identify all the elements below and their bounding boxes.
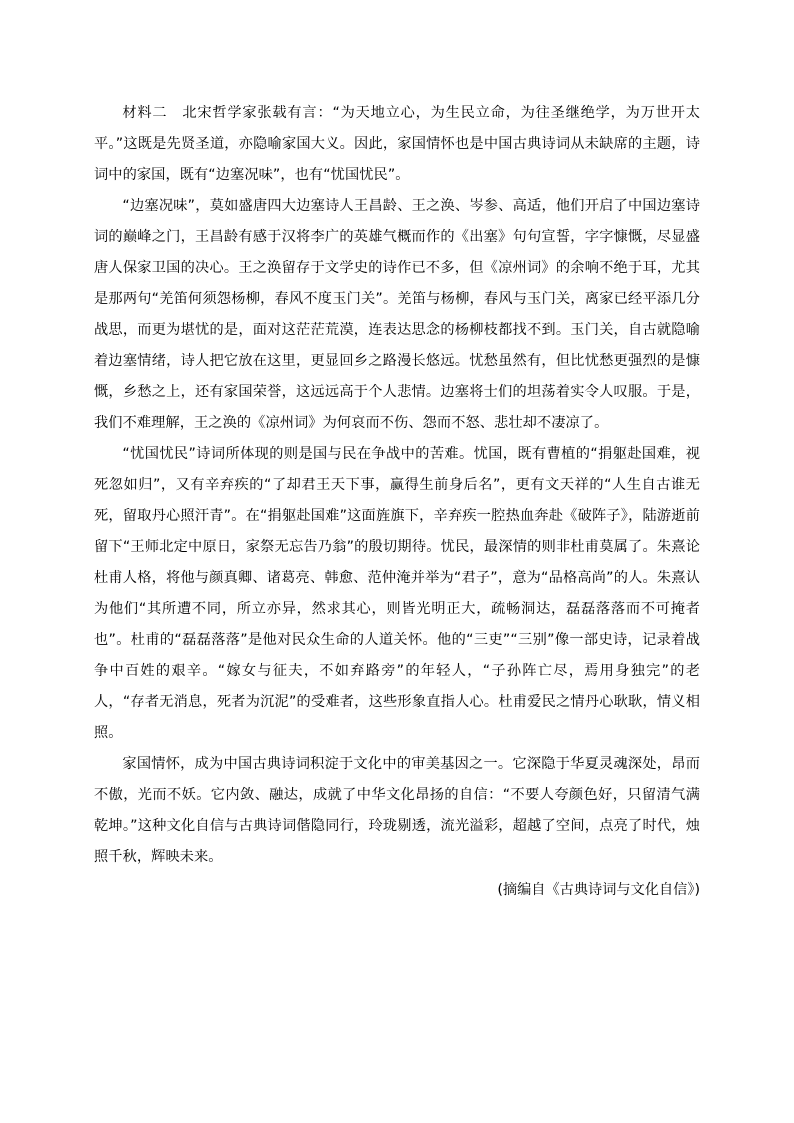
paragraph-frontier-mood: “边塞况味”，莫如盛唐四大边塞诗人王昌龄、王之涣、岑参、高适，他们开启了中国边塞诗词的巅峰之门，王昌龄有感于汉将李广的英雄气概而作的《出塞》句句宣誓，字字慷慨，尽显盛唐人保家卫国的决心。王之涣留存于文学史的诗作已不多，但《凉州词》的余响不绝于耳，尤其是那两句“羌笛何须怨杨柳，春风不度玉门关”。羌笛与杨柳，春风与玉门关，离家已经平添几分战思，而更为堪忧的是，面对这茫茫荒漠，连表达思念的杨柳枝都找不到。玉门关，自古就隐喻着边塞情绪，诗人把它放在这里，更显回乡之路漫长悠远。忧愁虽然有，但比忧愁更强烈的是慷慨，乡愁之上，还有家国荣誉，这远远高于个人悲情。边塞将士们的坦荡着实令人叹服。于是，我们不难理解，王之涣的《凉州词》为何哀而不伤、怨而不怒、悲壮却不凄凉了。: [94, 198, 700, 431]
source-citation: (摘编自《古典诗词与文化自信》): [497, 882, 700, 898]
document-body: [94, 98, 700, 906]
paragraph-concern-for-country: “忧国忧民”诗词所体现的则是国与民在争战中的苦难。忧国，既有曹植的“捐躯赴国难，视死忽如归”，又有辛弃疾的“了却君王天下事，赢得生前身后名”，更有文天祥的“人生自古谁无死，留取丹心照汗青”。在“捐躯赴国难”这面旌旗下，辛弃疾一腔热血奔赴《破阵子》，陆游逝前留下“王师北定中原日，家祭无忘告乃翁”的殷切期待。忧民，最深情的则非杜甫莫属了。朱熹论杜甫人格，将他与颜真卿、诸葛亮、韩愈、范仲淹并举为“君子”，意为“品格高尚”的人。朱熹认为他们“其所遭不同，所立亦异，然求其心，则皆光明正大，疏畅洞达，磊磊落落而不可掩者也”。杜甫的“磊磊落落”是他对民众生命的人道关怀。他的“三吏”“三别”像一部史诗，记录着战争中百姓的艰辛。“嫁女与征夫，不如弃路旁”的年轻人，“子孙阵亡尽，焉用身独完”的老人，“存者无消息，死者为沉泥”的受难者，这些形象直指人心。杜甫爱民之情丹心耿耿，情义相照。: [94, 446, 700, 741]
paragraph-conclusion: 家国情怀，成为中国古典诗词积淀于文化中的审美基因之一。它深隐于华夏灵魂深处，昂而不傲，光而不妖。它内敛、融达，成就了中华文化昂扬的自信：“不要人夸颜色好，只留清气满乾坤。”这种文化自信与古典诗词偕隐同行，玲珑剔透，流光溢彩，超越了空间，点亮了时代，烛照千秋，辉映未来。: [94, 756, 700, 865]
paragraph-material-two-intro: 材料二 北宋哲学家张载有言：“为天地立心，为生民立命，为往圣继绝学，为万世开太平。”这既是先贤圣道，亦隐喻家国大义。因此，家国情怀也是中国古典诗词从未缺席的主题，诗词中的家国，既有“边塞况味”，也有“忧国忧民”。: [94, 105, 700, 183]
